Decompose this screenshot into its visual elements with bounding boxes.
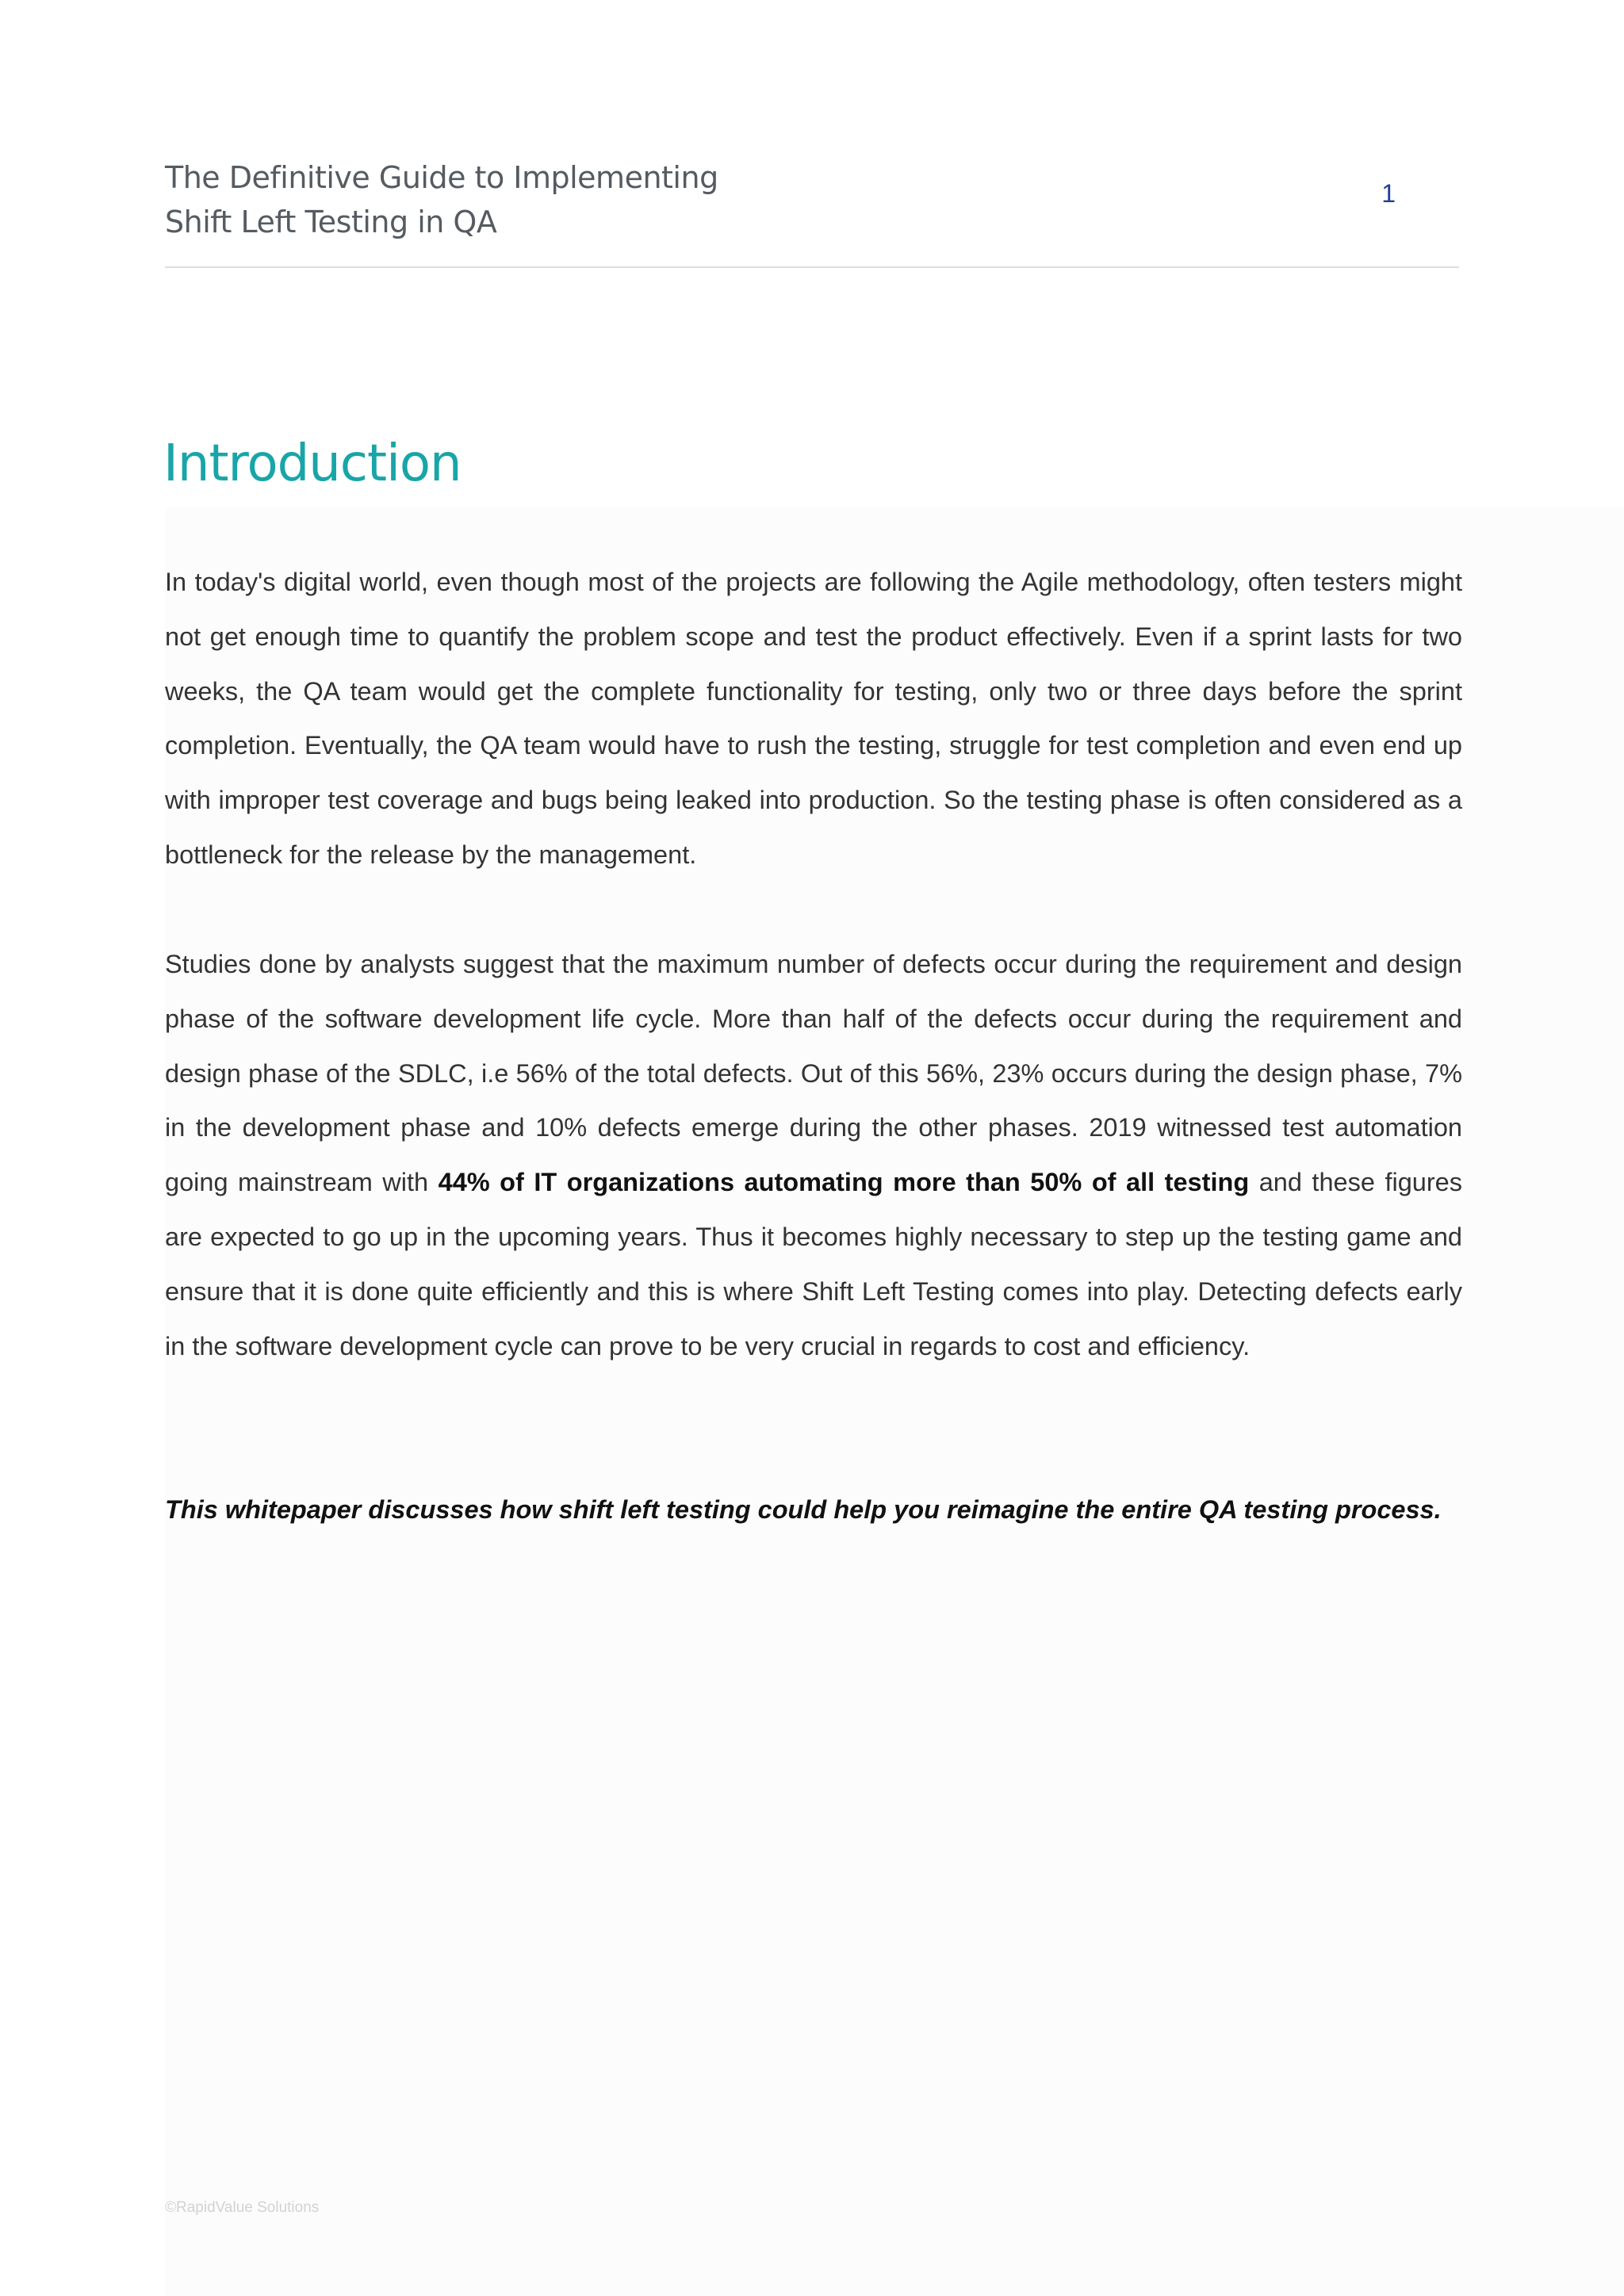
whitepaper-summary-statement: This whitepaper discusses how shift left testing could help you reimagine the entire QA testing process. xyxy=(165,1495,1442,1524)
intro-paragraph-2 xyxy=(165,937,1462,1373)
intro-paragraph-1: In today's digital world, even though most of the projects are following the Agile methodology, often testers might not get enough time to quantify the problem scope and test the product effectively. Even if a sprint lasts for two weeks, the QA team would get the complete functionality for testing, only two or three days before the sprint completion. Eventually, the QA team would have to rush the testing, struggle for test completion and even end up with improper test coverage and bugs being leaked into production. So the testing phase is often considered as a bottleneck for the release by the management. xyxy=(165,568,1462,869)
footer-copyright: ©RapidValue Solutions xyxy=(165,2199,320,2216)
page-header xyxy=(165,155,1457,244)
header-divider xyxy=(165,266,1459,268)
document-title-line-2: Shift Left Testing in QA xyxy=(165,205,497,239)
paragraph-2-emphasis: 44% of IT organizations automating more than 50% of all testing xyxy=(438,1168,1250,1197)
paragraph-2-text-after: and these figures are expected to go up in the upcoming years. Thus it becomes highly necessary to step up the testing game and ensure that it is done quite efficiently and this is where Shift Left Testing comes into play. Detecting defects early in the software development cycle can prove to be very crucial in regards to cost and efficiency. xyxy=(165,1168,1462,1360)
document-title-line-1: The Definitive Guide to Implementing xyxy=(165,160,718,195)
section-heading-introduction: Introduction xyxy=(163,434,462,493)
paragraph-2-text-before: Studies done by analysts suggest that the maximum number of defects occur during the requirement and design phase of the software development life cycle. More than half of the defects occur during the requirement and design phase of the SDLC, i.e 56% of the total defects. Out of this 56%, 23% occurs during the design phase, 7% in the development phase and 10% defects emerge during the other phases. 2019 witnessed test automation going mainstream with xyxy=(165,950,1462,1197)
page-number: 1 xyxy=(1381,179,1396,208)
document-title xyxy=(165,155,1457,244)
